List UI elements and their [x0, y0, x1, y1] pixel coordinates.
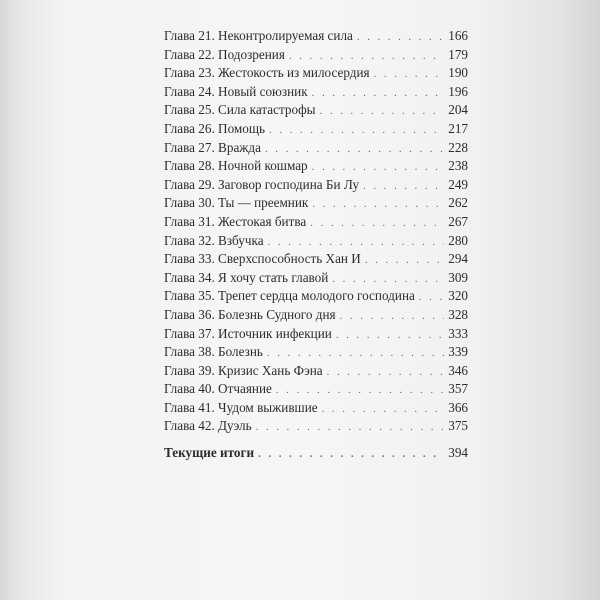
dot-leader: [363, 180, 444, 192]
toc-entry-29: [164, 177, 468, 196]
toc-entry-28: [164, 158, 468, 177]
toc-entry-39: [164, 363, 468, 382]
toc-summary-title: Текущие итоги: [164, 445, 255, 461]
toc-entry-34: [164, 270, 468, 289]
dot-leader: [267, 347, 444, 359]
dot-leader: [327, 366, 444, 378]
toc-entry-page: 249: [448, 176, 468, 192]
toc-entry-26: [164, 121, 468, 140]
toc-entry-page: 333: [448, 325, 468, 341]
toc-entry-title: Глава 25. Сила катастрофы: [164, 102, 316, 118]
toc-entry-title: Глава 27. Вражда: [164, 139, 261, 155]
toc-entry-title: Глава 29. Заговор господина Би Лу: [164, 176, 360, 192]
table-of-contents: [164, 28, 468, 464]
toc-entry-page: 320: [448, 288, 468, 304]
toc-entry-32: [164, 233, 468, 252]
toc-entry-38: [164, 344, 468, 363]
section-spacer: [164, 437, 468, 445]
dot-leader: [310, 217, 444, 229]
toc-entry-title: Глава 31. Жестокая битва: [164, 213, 307, 229]
dot-leader: [419, 291, 444, 303]
toc-entry-summary: [164, 445, 468, 464]
dot-leader: [322, 403, 444, 415]
dot-leader: [332, 273, 444, 285]
toc-entry-title: Глава 33. Сверхспособность Хан И: [164, 251, 361, 267]
toc-entry-title: Глава 32. Взбучка: [164, 232, 264, 248]
toc-entry-title: Глава 34. Я хочу стать главой: [164, 269, 329, 285]
toc-entry-title: Глава 21. Неконтролируемая сила: [164, 28, 353, 43]
dot-leader: [276, 384, 444, 396]
toc-entry-23: [164, 65, 468, 84]
toc-entry-36: [164, 307, 468, 326]
toc-entry-page: 204: [448, 102, 468, 118]
toc-entry-page: 357: [448, 381, 468, 397]
dot-leader: [312, 161, 444, 173]
toc-entry-33: [164, 251, 468, 270]
toc-entry-page: 309: [448, 269, 468, 285]
toc-entry-page: 262: [448, 195, 468, 211]
toc-entry-page: 366: [448, 399, 468, 415]
toc-entry-page: 346: [448, 362, 468, 378]
dot-leader: [340, 310, 444, 322]
dot-leader: [312, 87, 444, 99]
toc-entry-title: Глава 42. Дуэль: [164, 418, 252, 434]
toc-entry-title: Глава 38. Болезнь: [164, 344, 263, 360]
toc-entry-title: Глава 41. Чудом выжившие: [164, 399, 318, 415]
toc-entry-22: [164, 47, 468, 66]
toc-entry-title: Глава 35. Трепет сердца молодого господина: [164, 288, 415, 304]
dot-leader: [312, 198, 444, 210]
toc-entry-30: [164, 195, 468, 214]
dot-leader: [336, 329, 444, 341]
dot-leader: [357, 31, 444, 43]
dot-leader: [265, 143, 444, 155]
toc-entry-37: [164, 326, 468, 345]
toc-entry-page: 339: [448, 344, 468, 360]
dot-leader: [258, 448, 444, 460]
toc-entry-page: 267: [448, 213, 468, 229]
toc-entry-35: [164, 288, 468, 307]
toc-summary-page: 394: [448, 445, 468, 461]
toc-entry-title: Глава 24. Новый союзник: [164, 83, 308, 99]
toc-entry-page: 328: [448, 306, 468, 322]
toc-entry-title: Глава 36. Болезнь Судного дня: [164, 306, 336, 322]
dot-leader: [289, 50, 444, 62]
toc-entry-41: [164, 400, 468, 419]
toc-entry-page: 280: [448, 232, 468, 248]
toc-entry-31: [164, 214, 468, 233]
toc-entry-24: [164, 84, 468, 103]
toc-entry-title: Глава 39. Кризис Хань Фэна: [164, 362, 323, 378]
toc-entry-page: 294: [448, 251, 468, 267]
dot-leader: [268, 236, 444, 248]
toc-entry-page: 217: [448, 120, 468, 136]
toc-entry-page: 196: [448, 83, 468, 99]
toc-entry-page: 190: [448, 65, 468, 81]
toc-entry-40: [164, 381, 468, 400]
toc-entry-25: [164, 102, 468, 121]
toc-entry-title: Глава 28. Ночной кошмар: [164, 158, 308, 174]
toc-entry-page: 228: [448, 139, 468, 155]
toc-entry-42: [164, 418, 468, 437]
dot-leader: [374, 68, 444, 80]
toc-entry-27: [164, 140, 468, 159]
toc-entry-page: 179: [448, 46, 468, 62]
toc-entry-title: Глава 26. Помощь: [164, 120, 266, 136]
toc-entry-21: [164, 28, 468, 47]
toc-entry-title: Глава 23. Жестокость из милосердия: [164, 65, 370, 81]
toc-entry-page: 166: [448, 28, 468, 43]
dot-leader: [365, 254, 444, 266]
toc-entry-title: Глава 37. Источник инфекции: [164, 325, 332, 341]
dot-leader: [320, 105, 444, 117]
toc-entry-title: Глава 22. Подозрения: [164, 46, 285, 62]
toc-entry-title: Глава 40. Отчаяние: [164, 381, 272, 397]
dot-leader: [269, 124, 444, 136]
toc-entry-page: 375: [448, 418, 468, 434]
toc-entry-title: Глава 30. Ты — преемник: [164, 195, 309, 211]
toc-entry-page: 238: [448, 158, 468, 174]
dot-leader: [256, 421, 444, 433]
